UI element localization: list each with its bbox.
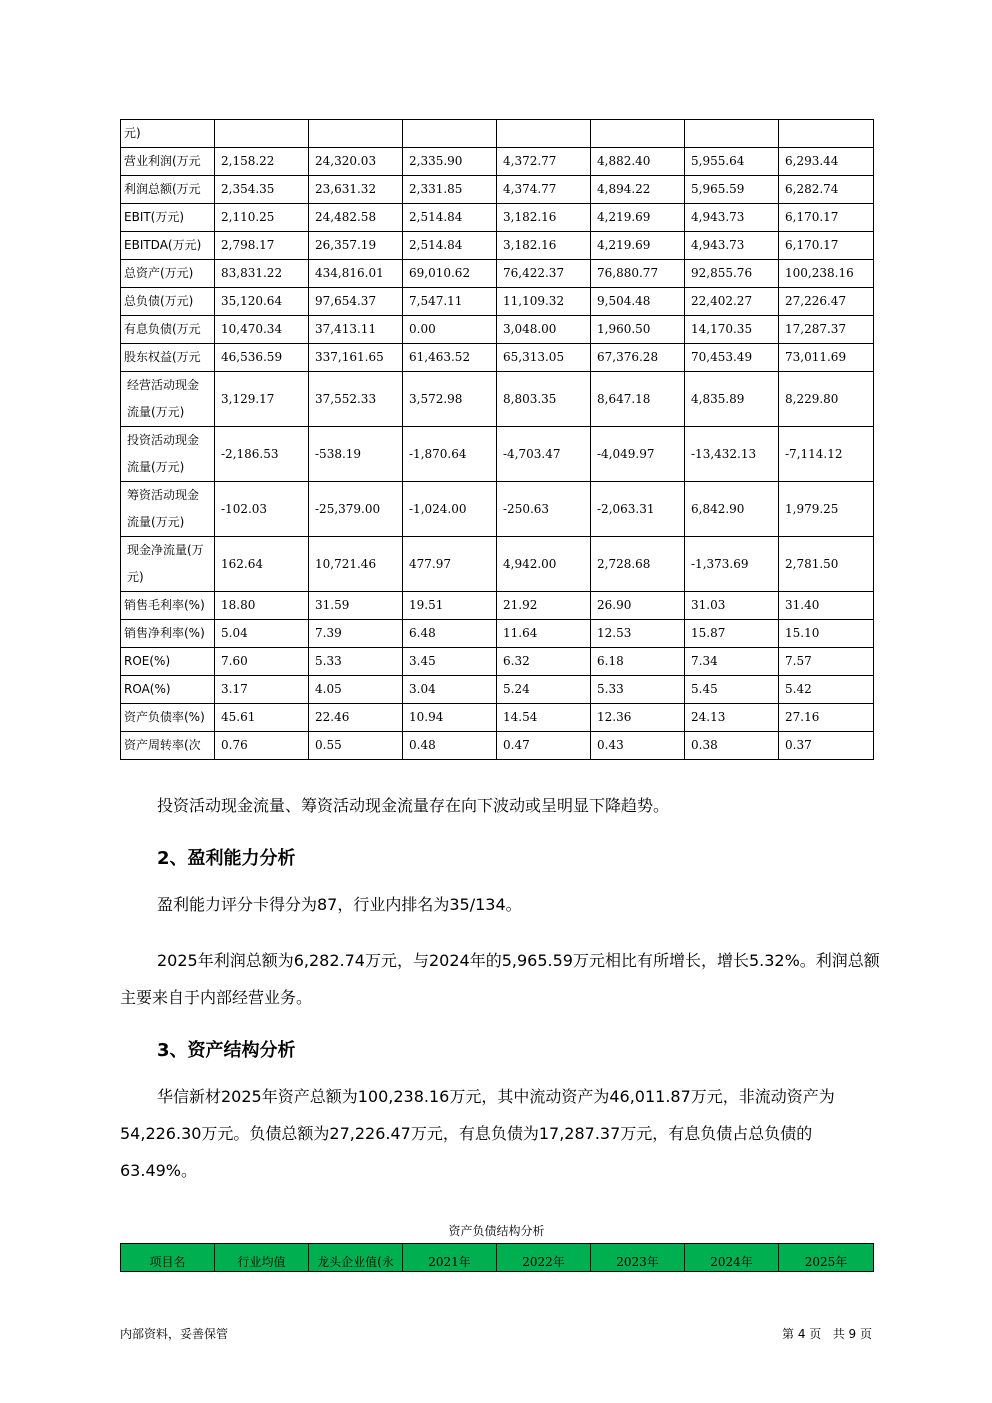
table-cell: 69,010.62: [403, 260, 497, 288]
table-cell: 6,293.44: [779, 148, 874, 176]
paragraph-asset-detail: 华信新材2025年资产总额为100,238.16万元，其中流动资产为46,011.87万元，非流动资产为54,226.30万元。负债总额为27,226.47万元，有息负债为17,287.37万元，有息负债占总负债的63.49%。: [120, 1087, 835, 1180]
table-cell: 10,721.46: [309, 537, 403, 592]
table-row: [121, 316, 874, 344]
table-cell: 2,514.84: [403, 204, 497, 232]
table-cell: 19.51: [403, 592, 497, 620]
table-cell: 0.43: [591, 732, 685, 760]
table-cell: 2,331.85: [403, 176, 497, 204]
row-label: 投资活动现金流量(万元): [121, 427, 215, 482]
table-cell: 73,011.69: [779, 344, 874, 372]
table-row: [121, 427, 874, 482]
table-cell: 0.38: [685, 732, 779, 760]
table-cell: -102.03: [215, 482, 309, 537]
table-cell: 100,238.16: [779, 260, 874, 288]
table-cell: 3.45: [403, 648, 497, 676]
table-cell: 18.80: [215, 592, 309, 620]
table-cell: 2,110.25: [215, 204, 309, 232]
table-row: [121, 482, 874, 537]
row-label: EBIT(万元): [121, 204, 215, 232]
table-cell: 7.60: [215, 648, 309, 676]
table-cell: 37,413.11: [309, 316, 403, 344]
table-row: [121, 176, 874, 204]
table-row: [121, 648, 874, 676]
table-cell: 12.36: [591, 704, 685, 732]
table-cell: 4.05: [309, 676, 403, 704]
table-cell: 6,842.90: [685, 482, 779, 537]
table-cell: 15.87: [685, 620, 779, 648]
table-cell: 67,376.28: [591, 344, 685, 372]
paragraph-trend: 投资活动现金流量、筹资活动现金流量存在向下波动或呈明显下降趋势。: [157, 796, 670, 815]
table-cell: 0.55: [309, 732, 403, 760]
table-cell: 26.90: [591, 592, 685, 620]
table-cell: 22.46: [309, 704, 403, 732]
header-cell: 项目名: [121, 1244, 215, 1272]
table-cell: 31.59: [309, 592, 403, 620]
table-row: [121, 204, 874, 232]
table-cell: 4,372.77: [497, 148, 591, 176]
heading-profitability: 2、盈利能力分析: [157, 848, 296, 869]
table-cell: [685, 120, 779, 148]
table-cell: 76,422.37: [497, 260, 591, 288]
table-cell: [497, 120, 591, 148]
row-label: 现金净流量(万元): [121, 537, 215, 592]
balance-table-caption: 资产负债结构分析: [448, 1224, 545, 1238]
table-cell: 0.47: [497, 732, 591, 760]
table-row: [121, 620, 874, 648]
table-cell: 37,552.33: [309, 372, 403, 427]
row-label: 总资产(万元): [121, 260, 215, 288]
row-label: 销售净利率(%): [121, 620, 215, 648]
table-cell: 3,048.00: [497, 316, 591, 344]
table-cell: [779, 120, 874, 148]
table-cell: [215, 120, 309, 148]
table-cell: 7,547.11: [403, 288, 497, 316]
table-cell: 5,955.64: [685, 148, 779, 176]
table-cell: -538.19: [309, 427, 403, 482]
table-cell: 26,357.19: [309, 232, 403, 260]
table-row: [121, 148, 874, 176]
row-label: 总负债(万元): [121, 288, 215, 316]
table-cell: 0.76: [215, 732, 309, 760]
table-row: [121, 704, 874, 732]
table-cell: 1,979.25: [779, 482, 874, 537]
table-cell: 0.48: [403, 732, 497, 760]
table-cell: 14,170.35: [685, 316, 779, 344]
table-cell: 8,803.35: [497, 372, 591, 427]
table-row: [121, 344, 874, 372]
table-cell: [591, 120, 685, 148]
header-cell: 龙头企业值(永: [309, 1244, 403, 1272]
table-cell: 3,182.16: [497, 204, 591, 232]
table-cell: 31.40: [779, 592, 874, 620]
table-cell: 4,219.69: [591, 232, 685, 260]
table-cell: 61,463.52: [403, 344, 497, 372]
table-cell: 12.53: [591, 620, 685, 648]
table-cell: 2,728.68: [591, 537, 685, 592]
row-label: 股东权益(万元: [121, 344, 215, 372]
table-cell: 24,320.03: [309, 148, 403, 176]
table-cell: 17,287.37: [779, 316, 874, 344]
table-row: [121, 288, 874, 316]
table-cell: 2,354.35: [215, 176, 309, 204]
table-cell: -7,114.12: [779, 427, 874, 482]
table-row: [121, 592, 874, 620]
table-row: [121, 372, 874, 427]
table-cell: 92,855.76: [685, 260, 779, 288]
row-label: ROE(%): [121, 648, 215, 676]
table-cell: 0.37: [779, 732, 874, 760]
table-cell: -1,870.64: [403, 427, 497, 482]
table-cell: -1,024.00: [403, 482, 497, 537]
table-cell: -1,373.69: [685, 537, 779, 592]
table-row: [121, 260, 874, 288]
table-cell: 15.10: [779, 620, 874, 648]
table-cell: 7.39: [309, 620, 403, 648]
table-cell: 9,504.48: [591, 288, 685, 316]
header-cell: 2021年: [403, 1244, 497, 1272]
table-cell: 162.64: [215, 537, 309, 592]
row-label: 资产周转率(次: [121, 732, 215, 760]
footer-page-number: 第 4 页 共 9 页: [782, 1327, 872, 1341]
table-cell: 24.13: [685, 704, 779, 732]
table-cell: 6.32: [497, 648, 591, 676]
table-cell: 6.48: [403, 620, 497, 648]
row-label: 有息负债(万元: [121, 316, 215, 344]
table-cell: 10.94: [403, 704, 497, 732]
table-cell: 6.18: [591, 648, 685, 676]
row-label: 资产负债率(%): [121, 704, 215, 732]
table-cell: 4,943.73: [685, 232, 779, 260]
table-cell: 4,219.69: [591, 204, 685, 232]
table-cell: 14.54: [497, 704, 591, 732]
table-cell: 22,402.27: [685, 288, 779, 316]
table-cell: 434,816.01: [309, 260, 403, 288]
table-cell: 7.57: [779, 648, 874, 676]
table-cell: [403, 120, 497, 148]
table-cell: 337,161.65: [309, 344, 403, 372]
table-cell: 11,109.32: [497, 288, 591, 316]
table-cell: 3,182.16: [497, 232, 591, 260]
header-cell: 2025年: [779, 1244, 874, 1272]
financial-table-body: [121, 120, 874, 760]
table-cell: 5.04: [215, 620, 309, 648]
header-cell: 2023年: [591, 1244, 685, 1272]
table-cell: 65,313.05: [497, 344, 591, 372]
table-cell: 0.00: [403, 316, 497, 344]
table-cell: 4,374.77: [497, 176, 591, 204]
table-cell: 2,781.50: [779, 537, 874, 592]
table-cell: 45.61: [215, 704, 309, 732]
table-cell: -4,049.97: [591, 427, 685, 482]
row-label: 经营活动现金流量(万元): [121, 372, 215, 427]
table-cell: 23,631.32: [309, 176, 403, 204]
table-row: [121, 537, 874, 592]
table-cell: 2,514.84: [403, 232, 497, 260]
table-cell: 5,965.59: [685, 176, 779, 204]
table-cell: 6,282.74: [779, 176, 874, 204]
table-row: [121, 676, 874, 704]
table-cell: 70,453.49: [685, 344, 779, 372]
table-cell: 4,943.73: [685, 204, 779, 232]
row-label: 元): [121, 120, 215, 148]
paragraph-profit-detail: 2025年利润总额为6,282.74万元，与2024年的5,965.59万元相比有所增长，增长5.32%。利润总额主要来自于内部经营业务。: [120, 951, 880, 1007]
table-cell: 3,572.98: [403, 372, 497, 427]
table-cell: -25,379.00: [309, 482, 403, 537]
table-cell: 46,536.59: [215, 344, 309, 372]
table-cell: 4,882.40: [591, 148, 685, 176]
table-cell: 4,942.00: [497, 537, 591, 592]
table-cell: 5.45: [685, 676, 779, 704]
table-cell: -13,432.13: [685, 427, 779, 482]
header-cell: 2024年: [685, 1244, 779, 1272]
table-cell: 3.17: [215, 676, 309, 704]
balance-table-header-row: [121, 1244, 874, 1272]
table-cell: [309, 120, 403, 148]
table-cell: 5.24: [497, 676, 591, 704]
row-label: 销售毛利率(%): [121, 592, 215, 620]
table-cell: 10,470.34: [215, 316, 309, 344]
table-cell: 2,158.22: [215, 148, 309, 176]
row-label: 利润总额(万元: [121, 176, 215, 204]
table-cell: -250.63: [497, 482, 591, 537]
table-cell: -2,063.31: [591, 482, 685, 537]
table-cell: 6,170.17: [779, 204, 874, 232]
header-cell: 2022年: [497, 1244, 591, 1272]
table-cell: 5.33: [591, 676, 685, 704]
heading-asset-structure: 3、资产结构分析: [157, 1040, 296, 1061]
table-cell: 2,335.90: [403, 148, 497, 176]
table-cell: 21.92: [497, 592, 591, 620]
table-cell: -2,186.53: [215, 427, 309, 482]
table-cell: 27,226.47: [779, 288, 874, 316]
header-cell: 行业均值: [215, 1244, 309, 1272]
paragraph-profit-score: 盈利能力评分卡得分为87，行业内排名为35/134。: [157, 895, 522, 914]
table-cell: 5.42: [779, 676, 874, 704]
table-cell: 31.03: [685, 592, 779, 620]
balance-structure-table: [120, 1243, 874, 1272]
table-cell: 3.04: [403, 676, 497, 704]
table-cell: 7.34: [685, 648, 779, 676]
table-cell: 35,120.64: [215, 288, 309, 316]
table-cell: 8,647.18: [591, 372, 685, 427]
table-row: [121, 732, 874, 760]
table-cell: 4,894.22: [591, 176, 685, 204]
table-row: [121, 120, 874, 148]
table-cell: 2,798.17: [215, 232, 309, 260]
table-cell: 4,835.89: [685, 372, 779, 427]
table-cell: 8,229.80: [779, 372, 874, 427]
table-cell: 1,960.50: [591, 316, 685, 344]
row-label: 营业利润(万元: [121, 148, 215, 176]
table-cell: 24,482.58: [309, 204, 403, 232]
table-cell: 76,880.77: [591, 260, 685, 288]
table-row: [121, 232, 874, 260]
financial-data-table: [120, 119, 874, 760]
footer-confidential: 内部资料，妥善保管: [120, 1327, 229, 1341]
table-cell: 97,654.37: [309, 288, 403, 316]
row-label: ROA(%): [121, 676, 215, 704]
table-cell: 5.33: [309, 648, 403, 676]
table-cell: 6,170.17: [779, 232, 874, 260]
table-cell: 83,831.22: [215, 260, 309, 288]
table-cell: 27.16: [779, 704, 874, 732]
table-cell: 11.64: [497, 620, 591, 648]
table-cell: -4,703.47: [497, 427, 591, 482]
table-cell: 3,129.17: [215, 372, 309, 427]
row-label: EBITDA(万元): [121, 232, 215, 260]
table-cell: 477.97: [403, 537, 497, 592]
row-label: 筹资活动现金流量(万元): [121, 482, 215, 537]
